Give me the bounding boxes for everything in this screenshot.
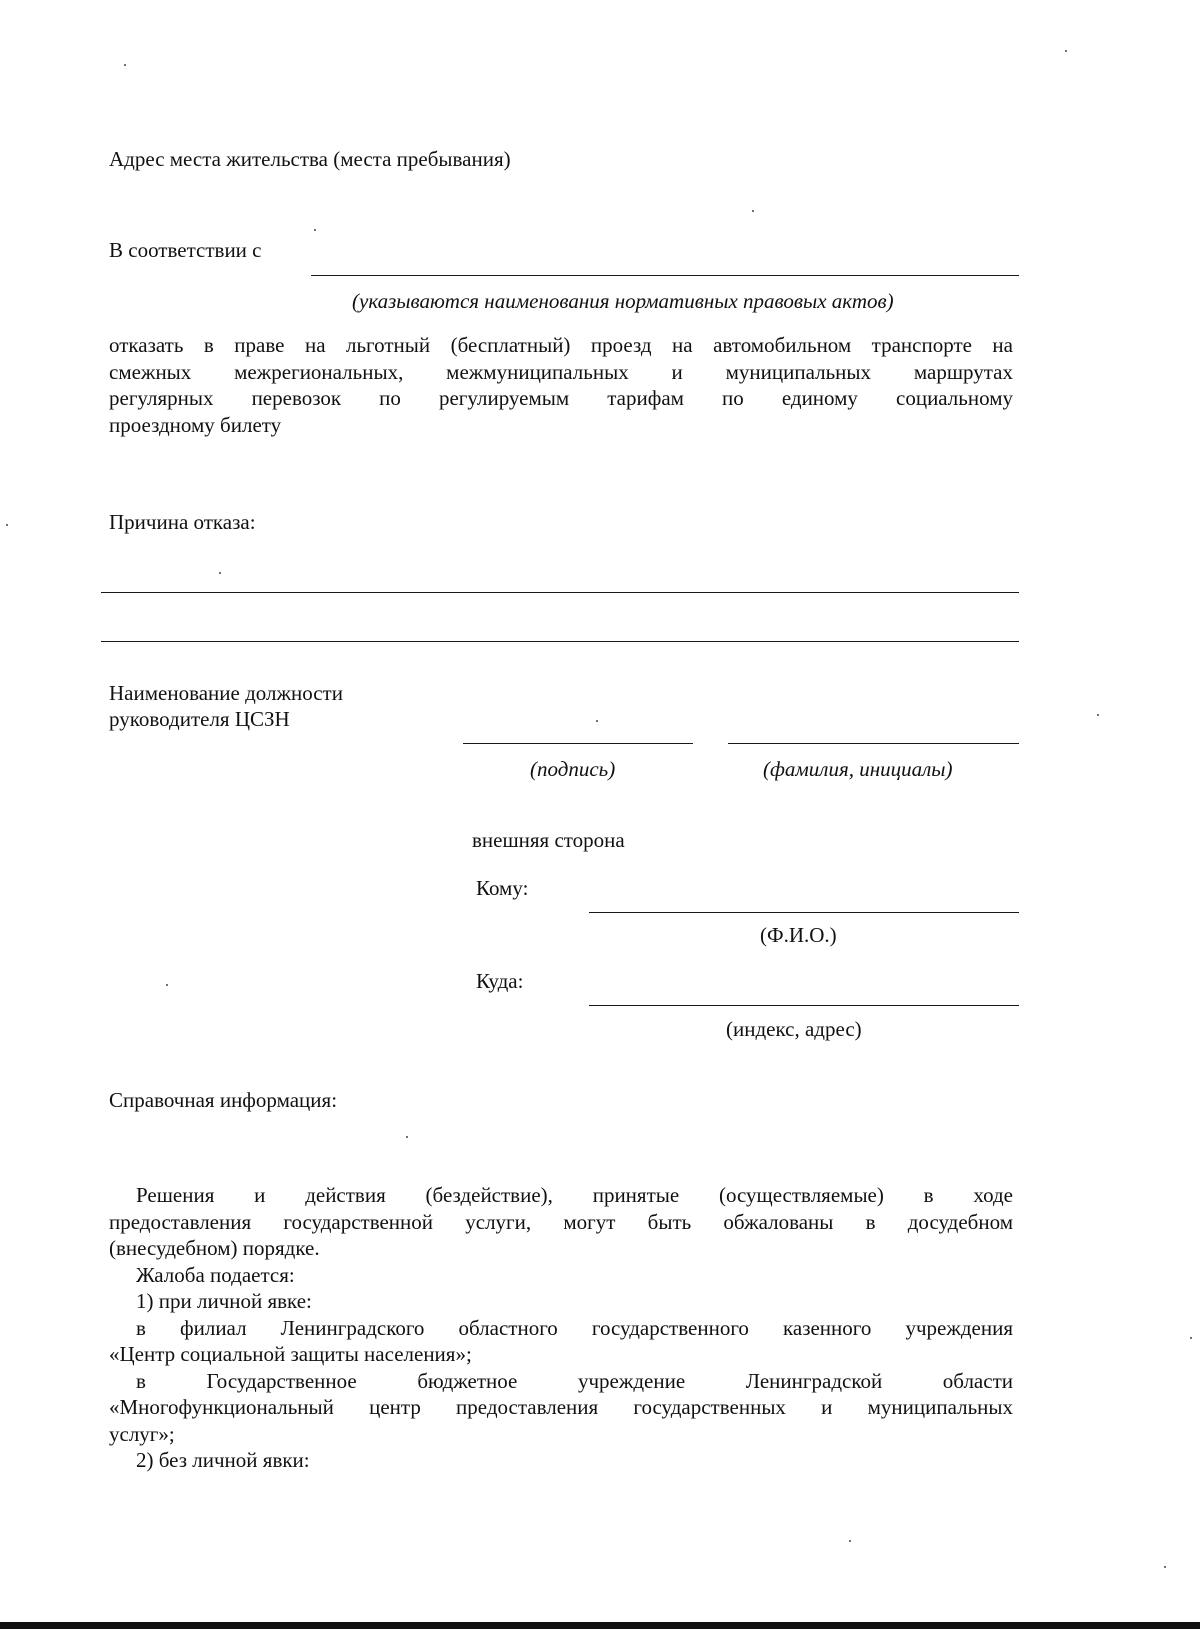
scan-speck (1190, 1337, 1192, 1339)
where-field[interactable] (589, 1005, 1019, 1006)
refusal-paragraph (109, 332, 1013, 438)
where-hint: (индекс, адрес) (726, 1017, 862, 1041)
to-label: Кому: (476, 876, 529, 900)
position-label-line-2: руководителя ЦСЗН (109, 707, 290, 731)
signature-field[interactable] (463, 743, 693, 744)
scan-speck (1164, 1566, 1166, 1568)
scan-speck (6, 524, 8, 526)
scan-speck (219, 572, 221, 574)
scan-speck (314, 229, 316, 231)
scan-speck (1097, 714, 1099, 716)
to-field[interactable] (589, 912, 1019, 913)
scan-speck (596, 720, 598, 722)
where-label: Куда: (476, 969, 524, 993)
scan-speck (166, 984, 168, 986)
mfc-line-2: «Многофункциональный центр предоставления государственных и муниципальных (109, 1395, 1013, 1419)
refusal-line-4: проездному билету (109, 412, 282, 437)
signature-hint: (подпись) (530, 757, 616, 781)
reference-heading: Справочная информация: (109, 1088, 338, 1112)
no-visit-item: 2) без личной явки: (136, 1448, 310, 1472)
appeal-line-1: Решения и действия (бездействие), принятые (осуществляемые) в ходе (136, 1183, 1013, 1207)
reason-field-line-1[interactable] (101, 592, 1019, 593)
scan-speck (849, 1540, 851, 1542)
to-hint: (Ф.И.О.) (760, 923, 837, 947)
reason-field-line-2[interactable] (101, 641, 1019, 642)
name-initials-field[interactable] (728, 743, 1019, 744)
appeal-line-3: (внесудебном) порядке. (109, 1236, 320, 1260)
branch-line-1: в филиал Ленинградского областного государственного казенного учреждения (136, 1315, 1013, 1340)
complaint-line: Жалоба подается: (136, 1262, 295, 1287)
reason-label: Причина отказа: (109, 510, 256, 534)
position-label-line-1: Наименование должности (109, 681, 343, 705)
name-initials-hint: (фамилия, инициалы) (763, 757, 953, 781)
normative-acts-field[interactable] (311, 275, 1019, 276)
scan-speck (124, 64, 126, 66)
appeal-line-2: предоставления государственной услуги, могут быть обжалованы в досудебном (109, 1209, 1013, 1234)
mfc-line-3: услуг»; (109, 1421, 175, 1446)
refusal-line-2: смежных межрегиональных, межмуниципальных и муниципальных маршрутах (109, 359, 1013, 384)
scan-speck (406, 1136, 408, 1138)
in-accordance-label: В соответствии с (109, 238, 262, 262)
refusal-line-3: регулярных перевозок по регулируемым тарифам по единому социальному (109, 386, 1013, 410)
scan-speck (1065, 50, 1067, 52)
branch-line-2: «Центр социальной защиты населения»; (109, 1342, 472, 1366)
outer-side-title: внешняя сторона (472, 828, 625, 852)
personal-visit-item: 1) при личной явке: (136, 1289, 312, 1313)
normative-acts-hint: (указываются наименования нормативных правовых актов) (352, 289, 894, 313)
address-label: Адрес места жительства (места пребывания) (109, 147, 511, 171)
refusal-line-1: отказать в праве на льготный (бесплатный) проезд на автомобильном транспорте на (109, 333, 1013, 357)
appeal-paragraph (109, 1182, 1013, 1474)
scan-edge-bar (0, 1622, 1200, 1629)
mfc-line-1: в Государственное бюджетное учреждение Ленинградской области (136, 1368, 1013, 1393)
scan-speck (752, 210, 754, 212)
